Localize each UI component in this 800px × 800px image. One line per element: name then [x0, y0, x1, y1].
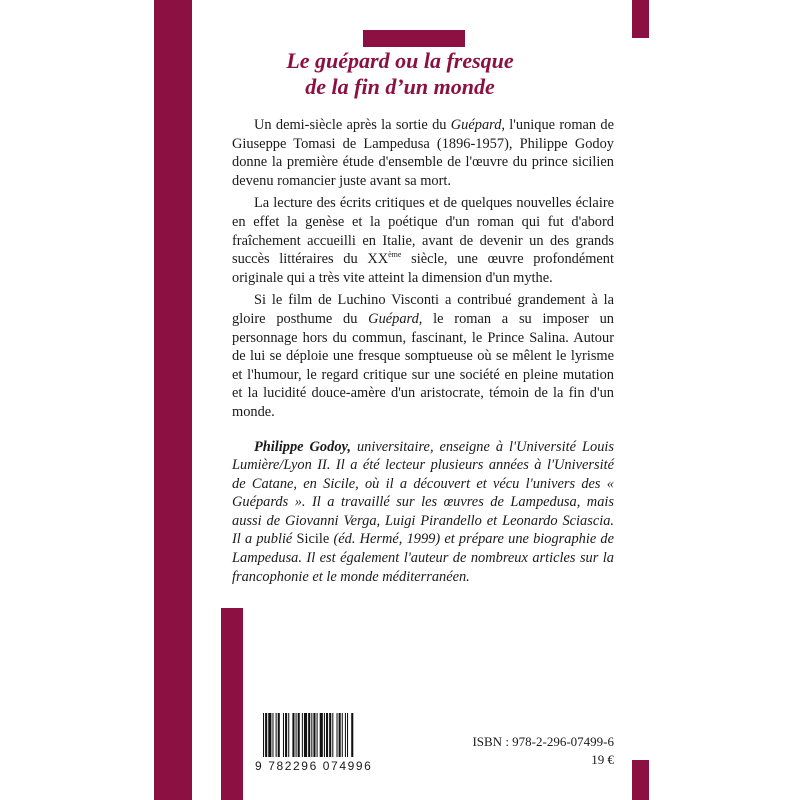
author-name: Philippe Godoy,: [254, 438, 351, 455]
p1-text-a: Un demi-siècle après la sortie du: [254, 117, 451, 133]
decorative-bar-top-right: [632, 0, 649, 38]
price: 19 €: [591, 752, 614, 767]
paragraph-2: [232, 194, 614, 287]
book-title: [260, 48, 540, 100]
p1-title-italic: Guépard,: [450, 117, 506, 133]
p2-text-a: La lecture des écrits critiques et de quelques nouvelles éclaire en effet la genèse et la poétique d'un roman qui fut d'abord fraîchement accueilli en Italie, avant de devenir un des grands succès littéraires du XX: [232, 195, 614, 268]
decorative-bar-bottom-right: [632, 760, 649, 800]
bio-book-title: Sicile: [296, 531, 330, 548]
back-cover-text: [232, 116, 614, 590]
isbn-number: ISBN : 978-2-296-07499-6: [472, 734, 614, 749]
paragraph-3: [232, 291, 614, 421]
author-bio: [232, 438, 614, 587]
barcode-digits: 9 782296 074996: [255, 759, 373, 773]
p1-text-c: l'unique roman de Giuseppe Tomasi de Lampedusa (1896-1957), Philippe Godoy donne la première étude d'ensemble de l'œuvre du prince sicilien devenu romancier juste avant sa mort.: [232, 117, 614, 189]
bio-text-b: (éd. Hermé, 1999) et prépare une biographie de Lampedusa. Il est également l'auteur de nombreux articles sur la francophonie et le monde méditerranéen.: [232, 531, 615, 585]
decorative-bar-top-center: [363, 30, 465, 47]
decorative-bar-left-short: [221, 608, 243, 800]
title-line-2: de la fin d’un monde: [305, 74, 495, 99]
p2-text-b: siècle, une œuvre profondément originale qui a très vite atteint la dimension d'un mythe.: [232, 251, 614, 286]
p3-title-italic: Guépard,: [368, 310, 423, 327]
barcode: [255, 713, 397, 771]
p3-text-c: le roman a su imposer un personnage hors du commun, fascinant, le Prince Salina. Autour de lui se déploie une fresque somptueuse où se mêlent le lyrisme et l'humour, le regard critique sur une société en pleine mutation et la lucidité douce-amère d'un aristocrate, témoin de la fin d'un monde.: [232, 310, 614, 420]
title-line-1: Le guépard ou la fresque: [286, 48, 514, 73]
decorative-bar-left-tall: [154, 0, 192, 800]
bio-text-a: universitaire, enseigne à l'Université Louis Lumière/Lyon II. Il a été lecteur plusieurs années à l'Université de Catane, en Sicile, où il a découvert et vécu l'univers des « Guépards ». Il a travaillé sur les œuvres de Lampedusa, mais aussi de Giovanni Verga, Luigi Pirandello et Leonardo Sciascia. Il a publié: [232, 438, 614, 548]
paragraph-1: [232, 116, 614, 190]
barcode-bars-icon: [263, 713, 393, 757]
p3-text-a: Si le film de Luchino Visconti a contribué grandement à la gloire posthume du: [232, 292, 614, 327]
p2-superscript: ème: [388, 250, 402, 260]
